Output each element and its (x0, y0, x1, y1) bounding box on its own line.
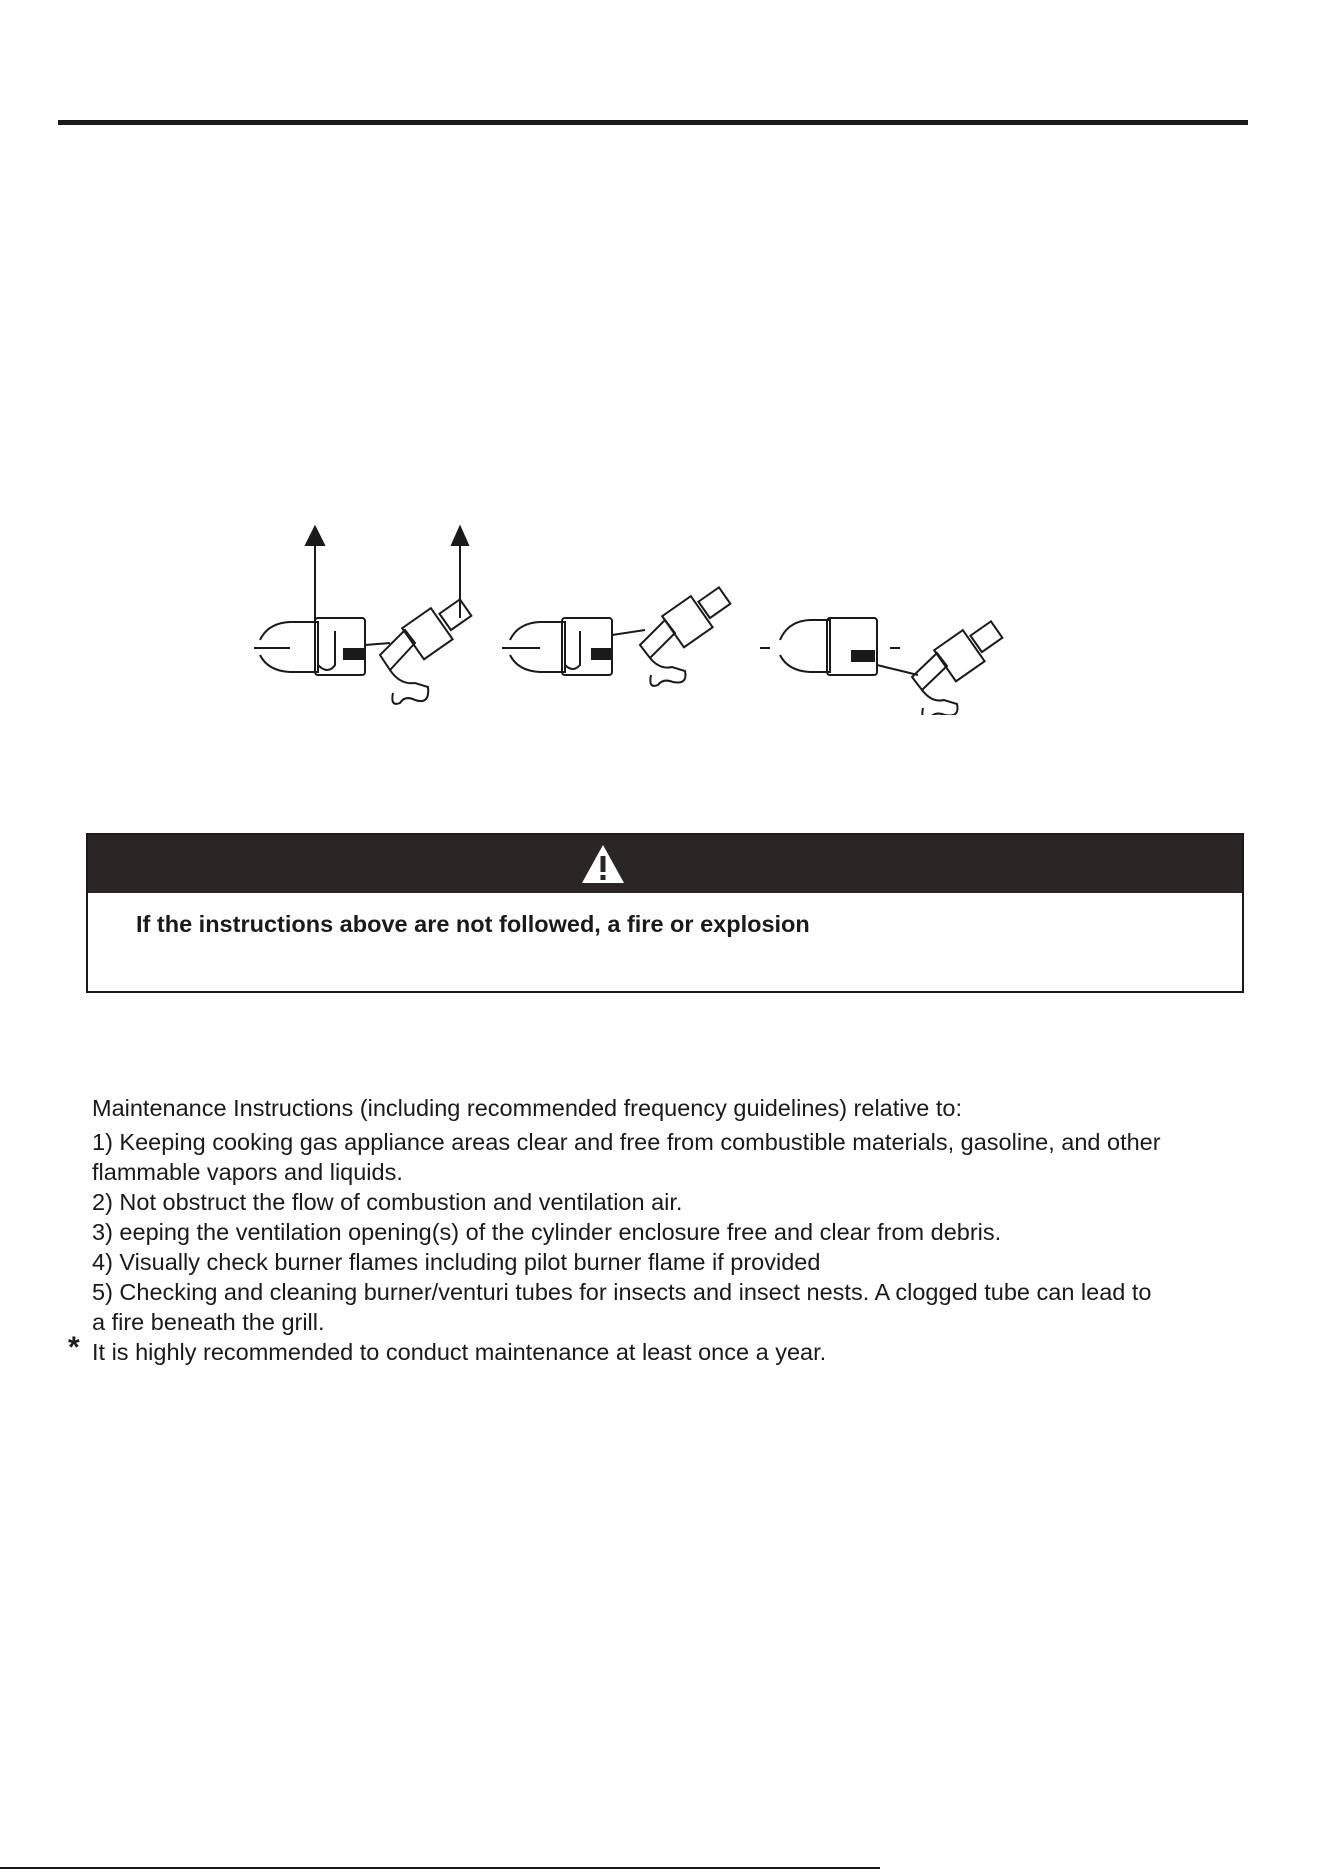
valve-assembly-icon-1 (254, 527, 471, 704)
valve-diagram (240, 515, 1040, 715)
maintenance-intro: Maintenance Instructions (including recommended frequency guidelines) relative to: (92, 1095, 962, 1121)
note-text: It is highly recommended to conduct maintenance at least once a year. (92, 1339, 827, 1365)
maintenance-item-1-line-2: flammable vapors and liquids. (92, 1159, 403, 1185)
warning-text: If the instructions above are not followed, a fire or explosion (136, 911, 810, 937)
warning-triangle-icon (580, 842, 626, 886)
maintenance-item-5-line-1: 5) Checking and cleaning burner/venturi tubes for insects and insect nests. A clogged tube can lead to (92, 1279, 1152, 1305)
valve-assembly-icon-2 (502, 587, 730, 686)
maintenance-item-2: 2) Not obstruct the flow of combustion and ventilation air. (92, 1189, 683, 1215)
maintenance-instructions (68, 1093, 1267, 1367)
bottom-divider (0, 1867, 880, 1869)
maintenance-item-5-line-2: a fire beneath the grill. (92, 1309, 325, 1335)
maintenance-item-3: 3) eeping the ventilation opening(s) of the cylinder enclosure free and clear from debris. (92, 1219, 1002, 1245)
maintenance-item-4: 4) Visually check burner flames including pilot burner flame if provided (92, 1249, 821, 1275)
maintenance-item-1-line-1: 1) Keeping cooking gas appliance areas clear and free from combustible materials, gasoline, and other (92, 1129, 1161, 1155)
valve-assembly-icon-3 (760, 618, 1002, 715)
note-asterisk: * (68, 1331, 80, 1364)
warning-header (88, 835, 1242, 893)
top-divider (58, 120, 1248, 125)
warning-box (86, 833, 1244, 993)
maintenance-note (68, 1331, 1267, 1367)
